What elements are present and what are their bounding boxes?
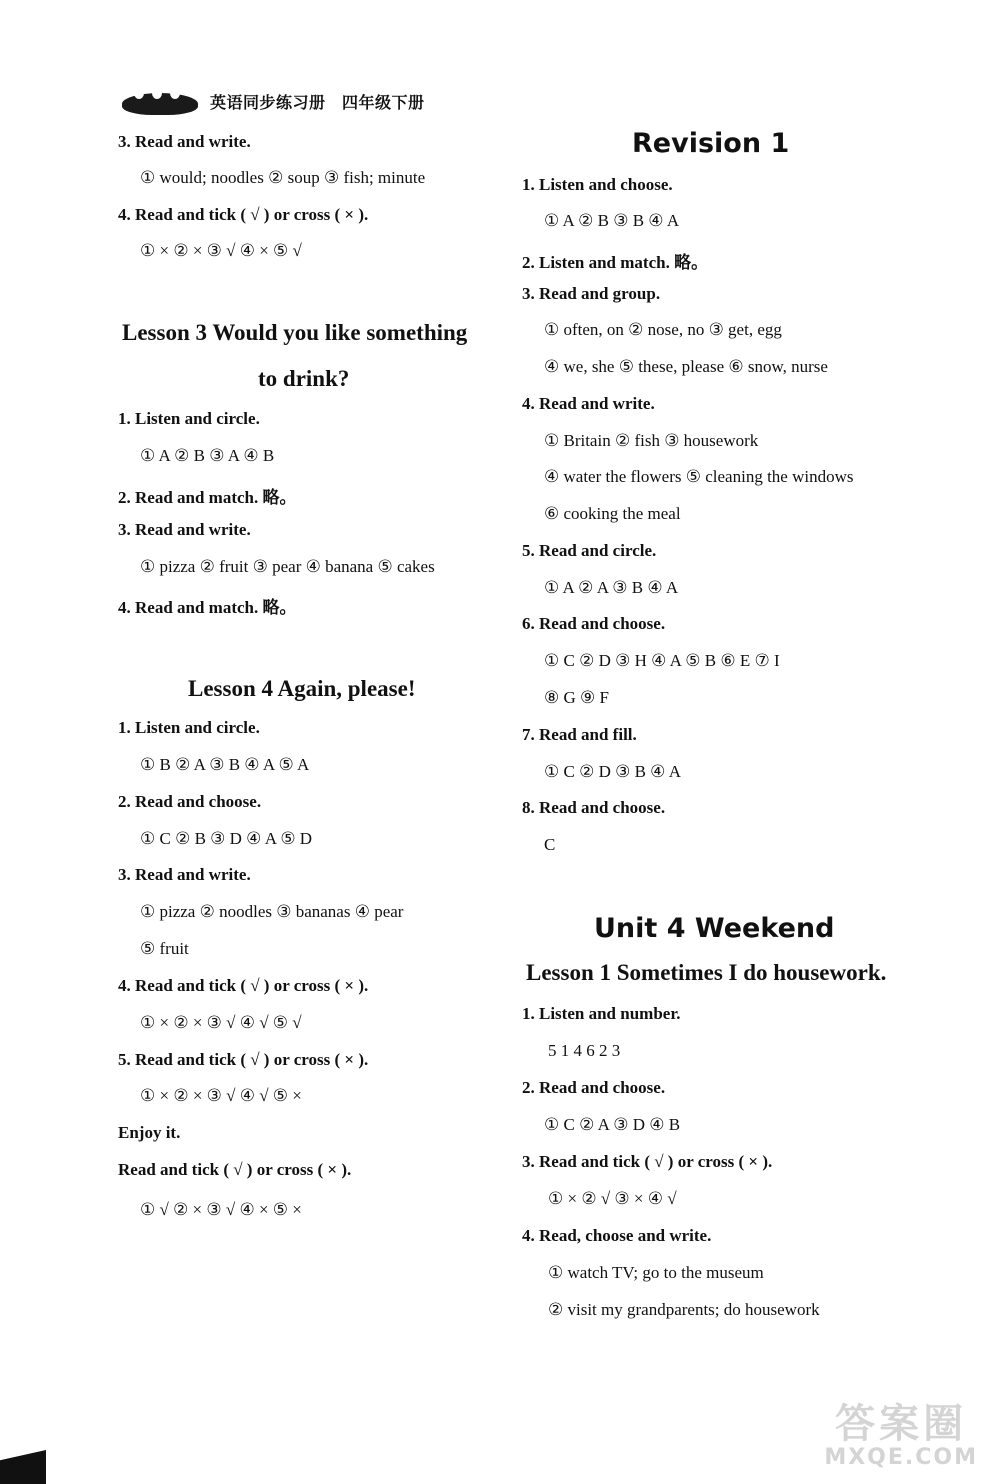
question-heading: 3. Read and write. [118,132,251,151]
answer-line: ① √ ② × ③ √ ④ × ⑤ × [140,1200,302,1219]
question-heading: 4. Read and match. 略。 [118,598,297,617]
question-heading: 7. Read and fill. [522,725,637,744]
answer-line: ① Britain ② fish ③ housework [544,431,759,450]
question-heading: 4. Read and write. [522,394,655,413]
question-heading: 1. Listen and number. [522,1004,681,1023]
answer-line: ① × ② √ ③ × ④ √ [548,1189,677,1208]
answer-line: ⑤ fruit [140,939,189,958]
answer-line: ① pizza ② fruit ③ pear ④ banana ⑤ cakes [140,557,435,576]
answer-line: ① A ② B ③ A ④ B [140,446,275,465]
answer-line: ① C ② A ③ D ④ B [544,1115,681,1134]
question-heading: 6. Read and choose. [522,614,666,633]
answer-line: ② visit my grandparents; do housework [548,1300,820,1319]
answer-line: ① would; noodles ② soup ③ fish; minute [140,168,426,187]
question-heading: 3. Read and write. [118,865,251,884]
question-heading: 1. Listen and choose. [522,175,673,194]
question-heading: 3. Read and tick ( √ ) or cross ( × ). [522,1152,773,1171]
answer-line: ① × ② × ③ √ ④ √ ⑤ × [140,1086,302,1105]
question-heading: 1. Listen and circle. [118,409,260,428]
question-heading: 2. Read and choose. [118,792,262,811]
answer-line: 5 1 4 6 2 3 [548,1041,621,1060]
answer-line: ① A ② B ③ B ④ A [544,211,680,230]
answer-line: ④ water the flowers ⑤ cleaning the windows [544,467,854,486]
answer-line: ④ we, she ⑤ these, please ⑥ snow, nurse [544,357,828,376]
lesson-title: Lesson 4 Again, please! [188,676,416,701]
answer-line: ① often, on ② nose, no ③ get, egg [544,320,782,339]
answer-line: C [544,835,556,854]
answer-line: ① C ② D ③ B ④ A [544,762,682,781]
answer-line: ① × ② × ③ √ ④ √ ⑤ √ [140,1013,302,1032]
question-heading: 5. Read and circle. [522,541,657,560]
revision-title: Revision 1 [632,128,790,159]
lesson-title: Lesson 3 Would you like something [122,320,468,345]
lesson-title: Lesson 1 Sometimes I do housework. [526,960,887,985]
question-heading: 3. Read and group. [522,284,661,303]
book-stack-icon [122,87,198,115]
question-heading: Enjoy it. [118,1123,181,1142]
page-corner-decoration [0,1424,60,1484]
book-title: 英语同步练习册 四年级下册 [210,92,425,112]
answer-line: ① C ② D ③ H ④ A ⑤ B ⑥ E ⑦ I [544,651,780,670]
unit-title: Unit 4 Weekend [594,913,835,944]
question-heading: 2. Read and match. 略。 [118,488,297,507]
answer-line: ① C ② B ③ D ④ A ⑤ D [140,829,313,848]
question-heading: 4. Read, choose and write. [522,1226,712,1245]
question-heading: 3. Read and write. [118,520,251,539]
watermark-text: 答案圈 [835,1401,968,1447]
lesson-title-continued: to drink? [258,366,350,391]
answer-line: ⑧ G ⑨ F [544,688,609,707]
question-heading: 2. Listen and match. 略。 [522,253,709,272]
watermark-url: MXQE.COM [824,1445,978,1470]
answer-line: ① A ② A ③ B ④ A [544,578,679,597]
answer-line: ⑥ cooking the meal [544,504,681,523]
question-heading: 1. Listen and circle. [118,718,260,737]
question-heading: 5. Read and tick ( √ ) or cross ( × ). [118,1050,369,1069]
answer-line: ① × ② × ③ √ ④ × ⑤ √ [140,241,302,260]
answer-line: ① pizza ② noodles ③ bananas ④ pear [140,902,404,921]
watermark [824,1402,978,1470]
answer-line: ① watch TV; go to the museum [548,1263,764,1282]
answer-line: ① B ② A ③ B ④ A ⑤ A [140,755,310,774]
question-heading: 2. Read and choose. [522,1078,666,1097]
question-heading: Read and tick ( √ ) or cross ( × ). [118,1160,352,1179]
page-header [122,84,425,118]
question-heading: 4. Read and tick ( √ ) or cross ( × ). [118,205,369,224]
question-heading: 4. Read and tick ( √ ) or cross ( × ). [118,976,369,995]
question-heading: 8. Read and choose. [522,798,666,817]
